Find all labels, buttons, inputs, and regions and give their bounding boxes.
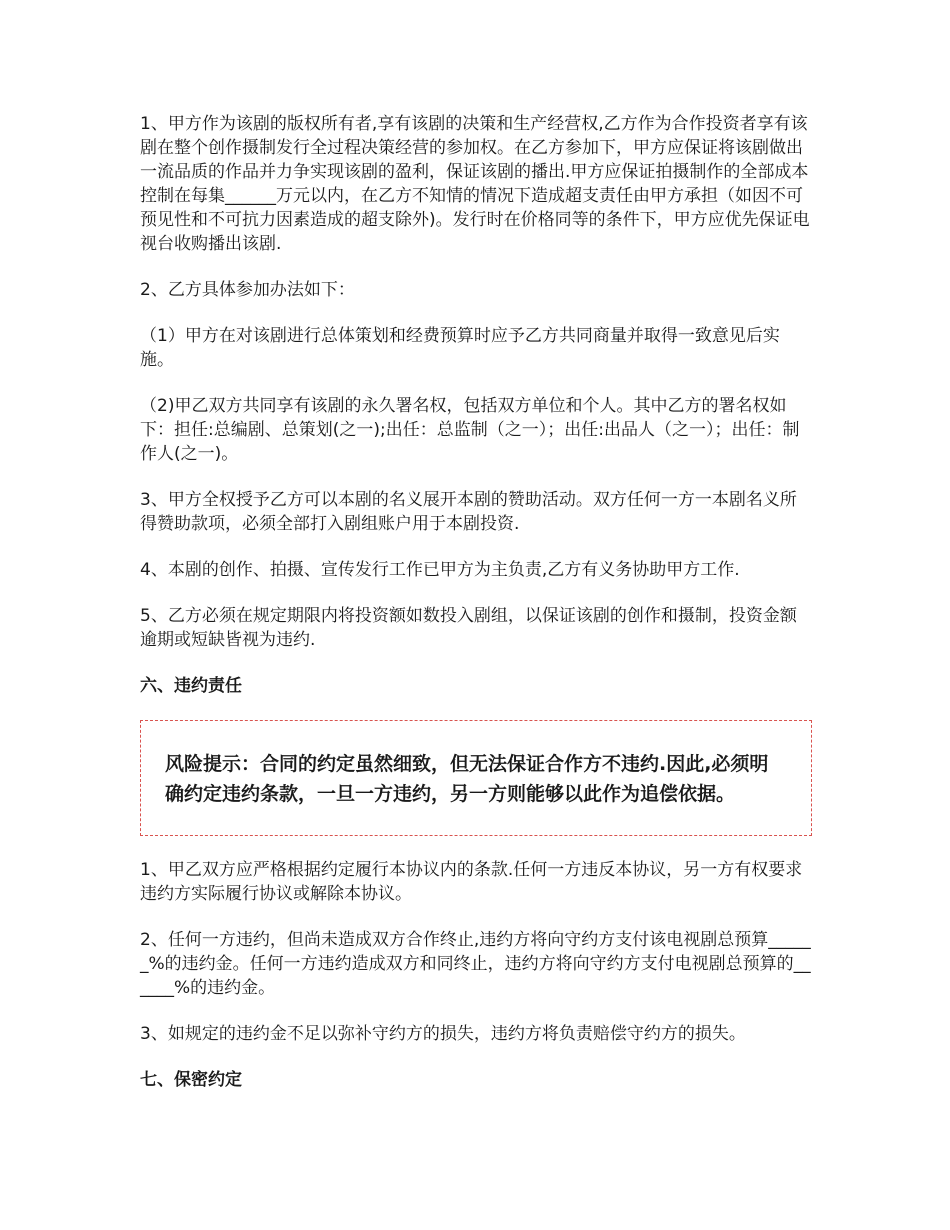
clause-6-2: 2、任何一方违约，但尚未造成双方合作终止,违约方将向守约方支付该电视剧总预算______%的违约金。任何一方违约造成双方和同终止，违约方将向守约方支付电视剧总预算的______%的违约金。 [140, 930, 811, 998]
clause-5-2-1: （1）甲方在对该剧进行总体策划和经费预算时应予乙方共同商量并取得一致意见后实施。 [140, 326, 780, 370]
clause-5-2-2: （2)甲乙双方共同享有该剧的永久署名权，包括双方单位和个人。其中乙方的署名权如下：担任:总编剧、总策划(之一);出任：总监制（之一）；出任:出品人（之一）；出任：制作人(之一)。 [140, 396, 800, 464]
document-page [140, 112, 812, 1092]
clause-6-3: 3、如规定的违约金不足以弥补守约方的损失，违约方将负责赔偿守约方的损失。 [140, 1024, 746, 1044]
clause-5-3: 3、甲方全权授予乙方可以本剧的名义展开本剧的赞助活动。双方任何一方一本剧名义所得赞助款项，必须全部打入剧组账户用于本剧投资. [140, 490, 797, 534]
clause-6-1: 1、甲乙双方应严格根据约定履行本协议内的条款.任何一方违反本协议，另一方有权要求违约方实际履行协议或解除本协议。 [140, 860, 803, 904]
section-6-heading: 六、违约责任 [140, 676, 242, 696]
section-7-heading: 七、保密约定 [140, 1070, 242, 1090]
clause-5-5: 5、乙方必须在规定期限内将投资额如数投入剧组，以保证该剧的创作和摄制，投资金额逾期或短缺皆视为违约. [140, 606, 797, 650]
clause-5-4: 4、本剧的创作、拍摄、宣传发行工作已甲方为主负责,乙方有义务协助甲方工作. [140, 560, 740, 580]
risk-tip-box [140, 720, 812, 836]
clause-5-1: 1、甲方作为该剧的版权所有者,享有该剧的决策和生产经营权,乙方作为合作投资者享有该剧在整个创作摄制发行全过程决策经营的参加权。在乙方参加下，甲方应保证将该剧做出一流品质的作品并力争实现该剧的盈利，保证该剧的播出.甲方应保证拍摄制作的全部成本控制在每集______万元以内，在乙方不知情的情况下造成超支责任由甲方承担（如因不可预见性和不可抗力因素造成的超支除外)。发行时在价格同等的条件下，甲方应优先保证电视台收购播出该剧. [140, 114, 810, 254]
clause-5-2: 2、乙方具体参加办法如下： [140, 280, 355, 300]
risk-tip-text: 风险提示：合同的约定虽然细致，但无法保证合作方不违约.因此,必须明确约定违约条款，一旦一方违约，另一方则能够以此作为追偿依据。 [165, 753, 769, 805]
